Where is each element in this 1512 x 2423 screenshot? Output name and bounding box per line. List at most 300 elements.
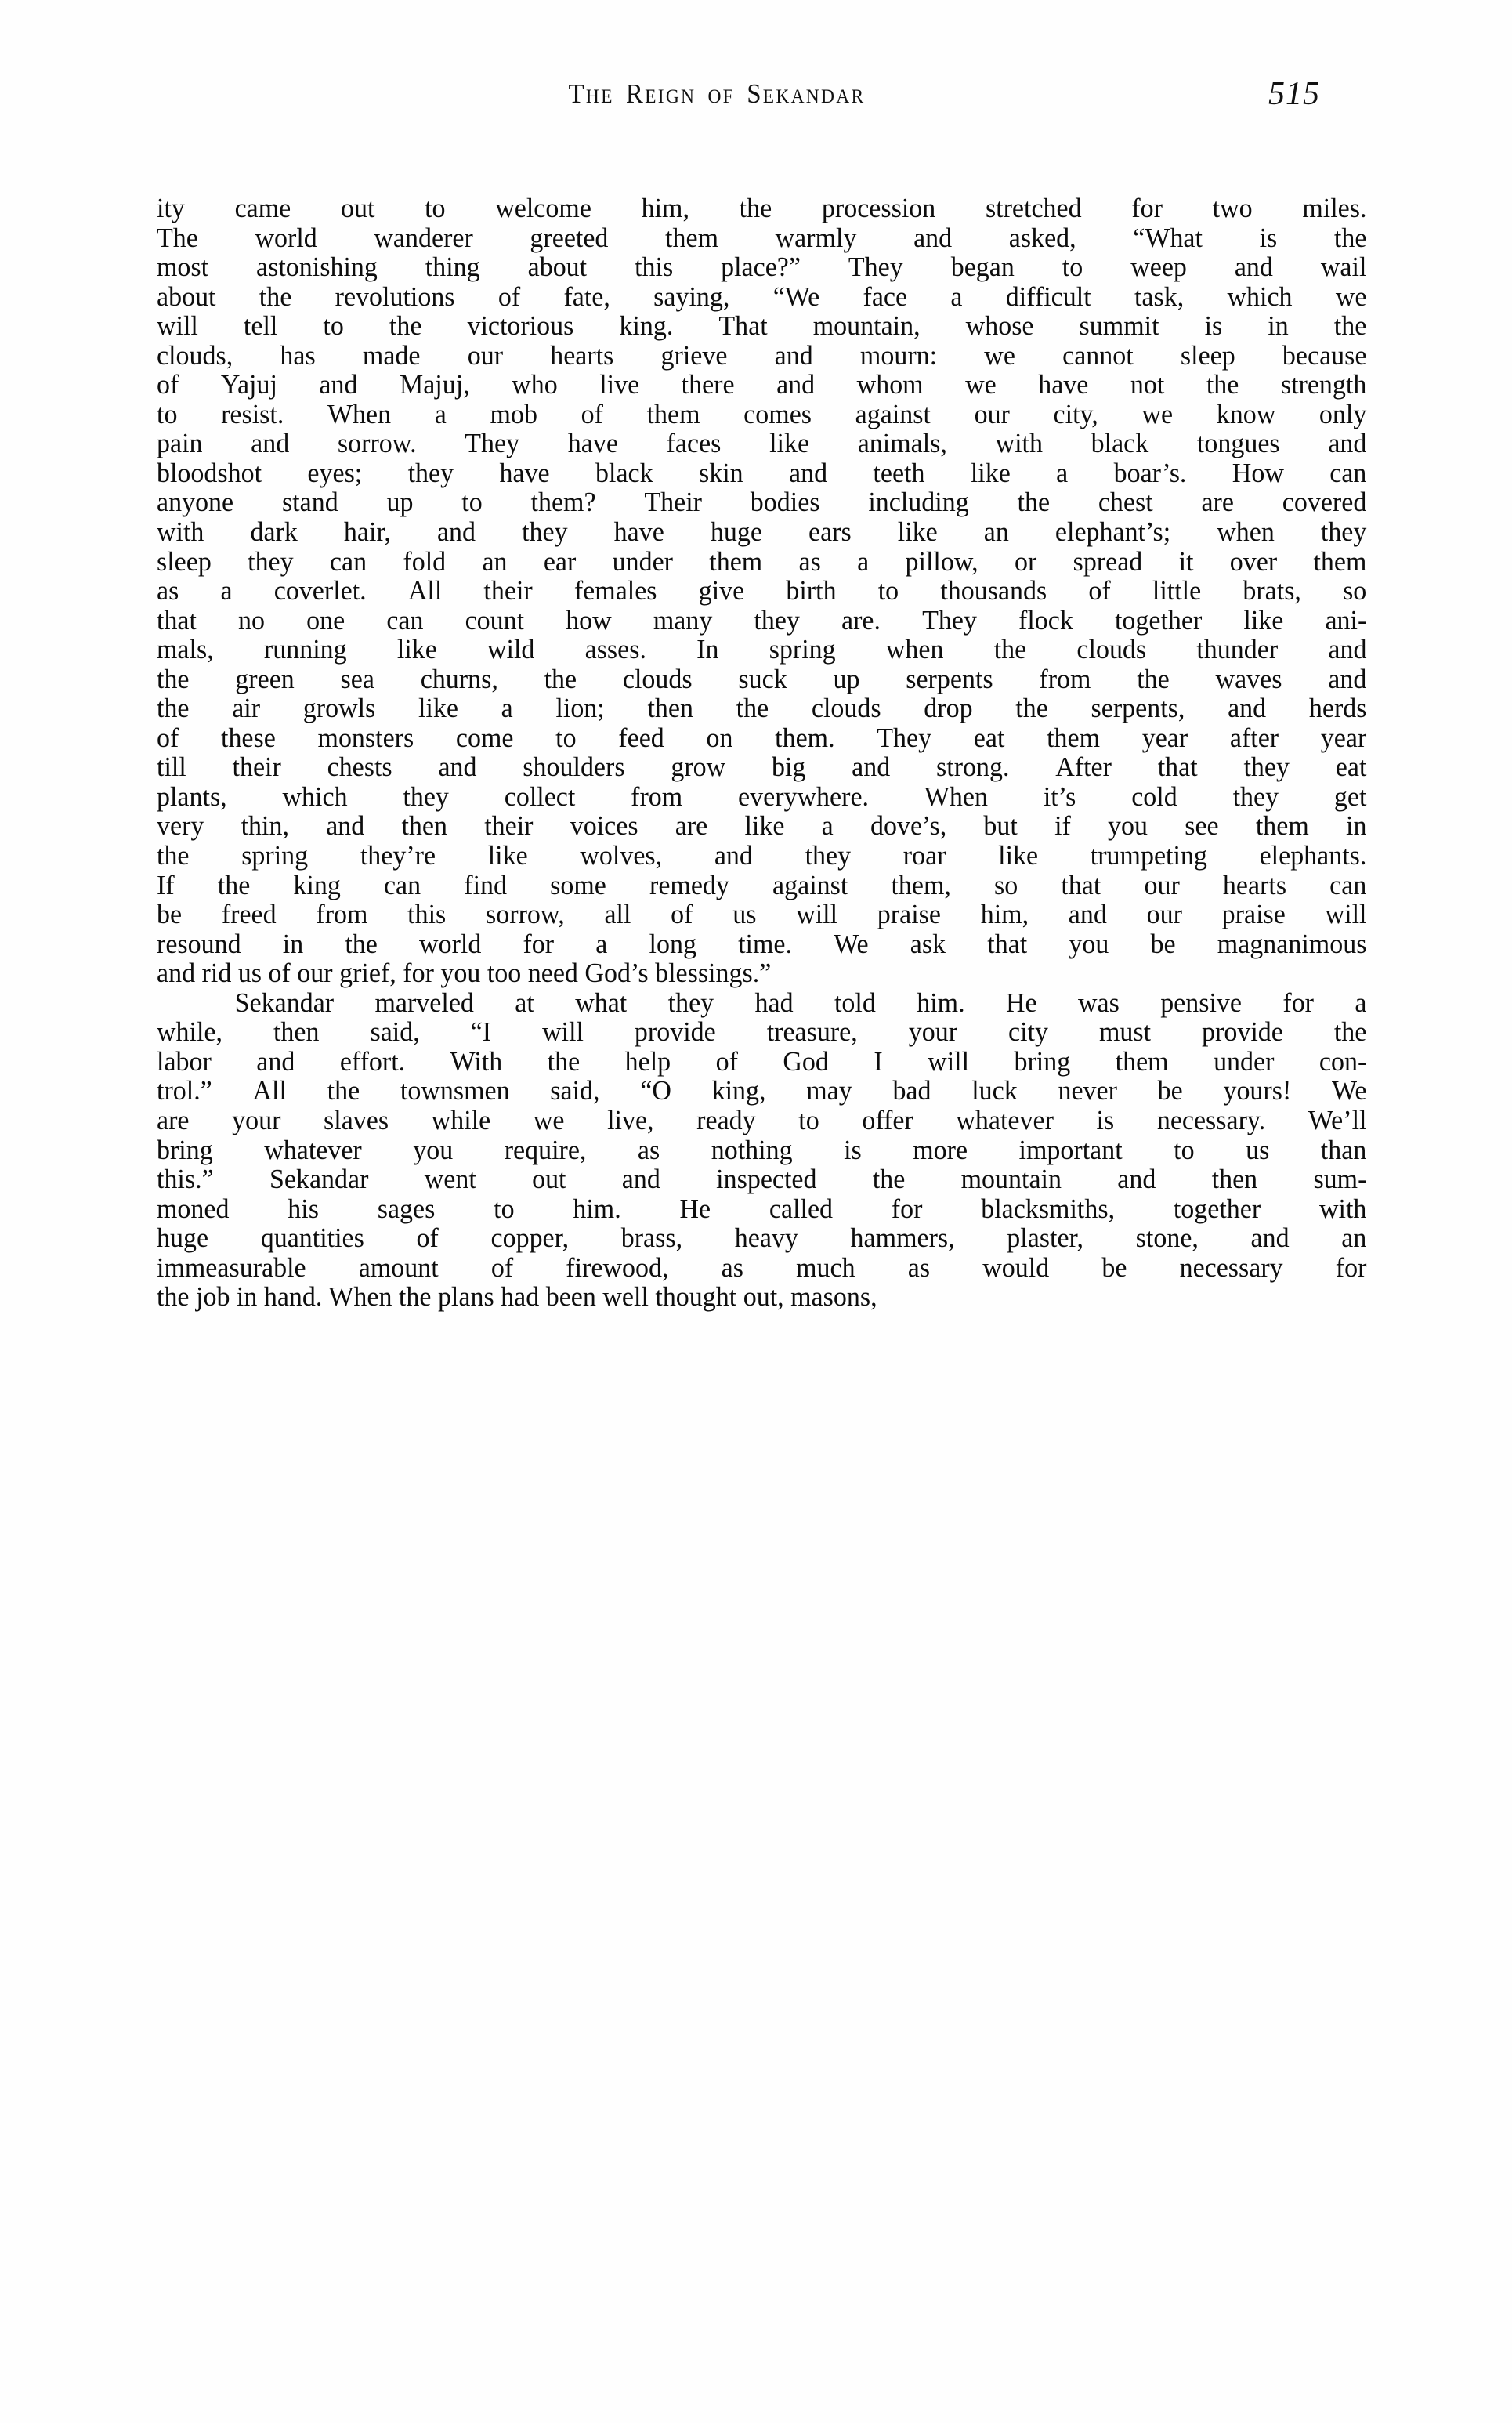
word: When — [327, 399, 392, 429]
word: the — [993, 635, 1027, 665]
word: an — [983, 517, 1009, 548]
word: air — [232, 694, 261, 724]
text-line-content — [157, 577, 1366, 607]
word: they — [1232, 781, 1279, 812]
word: eyes; — [307, 458, 363, 488]
word: freed — [221, 900, 277, 930]
word: are — [157, 1105, 190, 1135]
word: running — [263, 635, 347, 665]
word: strength — [1280, 370, 1367, 400]
word: that — [1061, 870, 1101, 900]
word: can — [1329, 458, 1367, 488]
word: spring — [241, 841, 309, 871]
word: can — [386, 605, 424, 636]
word: ready — [696, 1105, 756, 1135]
word: and — [1068, 900, 1107, 930]
word: cold — [1131, 781, 1177, 812]
word: dark — [250, 517, 298, 548]
word: of — [157, 370, 179, 400]
word: inspected — [716, 1164, 817, 1195]
word: had — [754, 987, 794, 1018]
text-line — [157, 1106, 1366, 1136]
word: little — [1152, 576, 1202, 607]
word: a — [434, 399, 447, 429]
text-line-content — [157, 1018, 1366, 1048]
word: because — [1282, 340, 1367, 371]
word: will — [928, 1046, 970, 1077]
word: their — [483, 576, 533, 607]
word: if — [1054, 811, 1071, 842]
word: mourn: — [859, 340, 938, 371]
word: coverlet. — [273, 576, 367, 607]
word: against — [855, 399, 931, 429]
word: year — [1141, 723, 1188, 753]
word: was — [1077, 987, 1120, 1018]
text-line — [157, 665, 1366, 695]
word: their — [484, 811, 534, 842]
word: but — [983, 811, 1018, 842]
word: have — [499, 458, 550, 488]
word: an — [1341, 1223, 1367, 1254]
word: con- — [1318, 1046, 1367, 1077]
word: help — [624, 1046, 671, 1077]
word: our — [1144, 870, 1180, 900]
word: tongues — [1196, 429, 1280, 459]
word: chest — [1098, 487, 1153, 518]
word: of — [671, 900, 693, 930]
word: together — [1114, 605, 1203, 636]
word: dove’s, — [870, 811, 947, 842]
text-line-content — [157, 753, 1366, 783]
text-line — [157, 371, 1366, 400]
word: He — [679, 1193, 711, 1224]
word: immeasurable — [157, 1252, 306, 1283]
word: ear — [543, 546, 577, 577]
text-line-content — [157, 1254, 1366, 1284]
word: warmly — [775, 223, 857, 253]
word: and — [913, 223, 953, 253]
word: wail — [1320, 252, 1367, 283]
word: to — [877, 576, 899, 607]
word: the — [547, 1046, 581, 1077]
word: offer — [862, 1105, 913, 1135]
word: you — [413, 1135, 454, 1165]
word: eat — [973, 723, 1005, 753]
word: they — [805, 841, 852, 871]
word: eat — [1335, 752, 1367, 783]
word: give — [698, 576, 745, 607]
text-line — [157, 342, 1366, 371]
word: one — [306, 605, 345, 636]
word: magnanimous — [1217, 929, 1367, 959]
word: like — [769, 429, 810, 459]
word: in — [282, 929, 304, 959]
word: welcome — [495, 194, 591, 223]
word: in — [1268, 311, 1289, 342]
word: like — [970, 458, 1011, 488]
text-line-content — [157, 518, 1366, 548]
word: resist. — [221, 399, 284, 429]
word: All — [252, 1076, 287, 1106]
word: mountain, — [812, 311, 921, 342]
word: we — [1335, 281, 1367, 312]
word: animals, — [857, 429, 947, 459]
word: everywhere. — [738, 781, 870, 812]
text-line — [157, 812, 1366, 842]
word: tell — [243, 311, 278, 342]
word: the — [1017, 487, 1051, 518]
text-line — [157, 842, 1366, 871]
text-line-content — [157, 842, 1366, 871]
word: find — [464, 870, 508, 900]
word: grieve — [660, 340, 728, 371]
word: collect — [504, 781, 576, 812]
text-line — [157, 1165, 1366, 1195]
word: live, — [607, 1105, 654, 1135]
text-line — [157, 548, 1366, 578]
word: they — [522, 517, 568, 548]
word: our — [974, 399, 1010, 429]
word: clouds — [811, 694, 881, 724]
word: together — [1173, 1193, 1261, 1224]
word: this — [407, 900, 447, 930]
text-line-content — [157, 283, 1366, 313]
word: face — [863, 281, 908, 312]
word: pillow, — [905, 546, 978, 577]
word: them — [1255, 811, 1309, 842]
word: mob — [490, 399, 537, 429]
word: grow — [671, 752, 726, 783]
word: count — [465, 605, 525, 636]
text-line — [157, 1018, 1366, 1048]
text-line-content — [157, 1224, 1366, 1254]
word: to — [798, 1105, 819, 1135]
word: can — [1329, 870, 1367, 900]
word: Majuj, — [399, 370, 470, 400]
text-line-content — [157, 371, 1366, 400]
word: them? — [530, 487, 596, 518]
word: most — [157, 252, 209, 283]
word: yours! — [1223, 1076, 1292, 1106]
word: growls — [302, 694, 376, 724]
word: to — [494, 1193, 515, 1224]
word: astonishing — [256, 252, 378, 283]
text-line — [157, 607, 1366, 636]
word: fate, — [563, 281, 610, 312]
word: to — [425, 194, 446, 223]
word: clouds — [622, 664, 693, 694]
word: them — [709, 546, 763, 577]
word: how — [566, 605, 612, 636]
word: “O — [640, 1076, 671, 1106]
word: we — [984, 340, 1015, 371]
word: effort. — [339, 1046, 406, 1077]
word: the — [544, 664, 577, 694]
word: sea — [340, 664, 374, 694]
word: of — [490, 1252, 514, 1283]
word: firewood, — [566, 1252, 669, 1283]
word: females — [573, 576, 657, 607]
word: and — [1234, 252, 1273, 283]
word: are. — [841, 605, 881, 636]
word: them — [1313, 546, 1367, 577]
word: as — [157, 576, 179, 607]
word: and — [436, 517, 476, 548]
word: for — [1335, 1252, 1367, 1283]
word: All — [407, 576, 443, 607]
word: the — [217, 870, 251, 900]
text-line-content — [157, 312, 1366, 342]
word: is — [1096, 1105, 1115, 1135]
word: that — [987, 929, 1028, 959]
word: with — [995, 429, 1043, 459]
word: “We — [772, 281, 820, 312]
text-line-content — [157, 812, 1366, 842]
text-line — [157, 1195, 1366, 1225]
word: stand — [281, 487, 338, 518]
word: they — [754, 605, 800, 636]
word: them — [665, 223, 719, 253]
word: told — [834, 987, 876, 1018]
word: plaster, — [1007, 1223, 1084, 1254]
word: so — [994, 870, 1018, 900]
text-line — [157, 636, 1366, 665]
text-line — [157, 930, 1366, 960]
word: and — [319, 370, 358, 400]
word: bring — [157, 1135, 213, 1165]
word: sorrow. — [337, 429, 417, 459]
word: mals, — [157, 635, 214, 665]
text-line — [157, 1077, 1366, 1106]
word: “What — [1133, 223, 1203, 253]
word: at — [515, 987, 534, 1018]
word: went — [424, 1164, 476, 1195]
word: the — [736, 694, 769, 724]
text-line — [157, 871, 1366, 901]
word: then — [1211, 1164, 1258, 1195]
text-line — [157, 1136, 1366, 1166]
word: lion; — [555, 694, 605, 724]
word: stone, — [1135, 1223, 1199, 1254]
word: How — [1232, 458, 1284, 488]
word: of — [157, 723, 179, 753]
word: king, — [711, 1076, 766, 1106]
word: king — [293, 870, 341, 900]
word: be — [1157, 1076, 1183, 1106]
word: under — [1214, 1046, 1275, 1077]
word: the — [157, 694, 190, 724]
word: out — [340, 194, 375, 223]
word: or — [1014, 546, 1037, 577]
word: weep — [1130, 252, 1187, 283]
word: amount — [358, 1252, 439, 1283]
text-line — [157, 577, 1366, 607]
word: a — [220, 576, 233, 607]
text-line-content — [157, 636, 1366, 665]
word: against — [772, 870, 848, 900]
text-line — [157, 989, 1366, 1019]
word: wanderer — [374, 223, 473, 253]
word: and — [788, 458, 828, 488]
word: this.” — [157, 1164, 214, 1195]
word: birth — [786, 576, 837, 607]
word: huge — [710, 517, 762, 548]
word: up — [833, 664, 860, 694]
word: live — [599, 370, 640, 400]
word: and — [852, 752, 891, 783]
text-line — [157, 400, 1366, 430]
word: saying, — [653, 281, 730, 312]
word: only — [1318, 399, 1367, 429]
text-line-content — [157, 548, 1366, 578]
text-line-content — [157, 488, 1366, 518]
word: they — [403, 781, 449, 812]
word: ity — [157, 194, 185, 223]
word: and — [714, 841, 753, 871]
word: them, — [891, 870, 951, 900]
word: them — [1047, 723, 1101, 753]
word: slaves — [324, 1105, 389, 1135]
word: elephant’s; — [1054, 517, 1171, 548]
word: After — [1055, 752, 1112, 783]
word: cannot — [1062, 340, 1134, 371]
word: fold — [403, 546, 447, 577]
word: see — [1185, 811, 1219, 842]
word: thousands — [940, 576, 1047, 607]
word: began — [950, 252, 1015, 283]
text-line — [157, 429, 1366, 459]
word: Sekandar — [234, 987, 335, 1018]
word: a — [1056, 458, 1069, 488]
word: for — [1131, 194, 1163, 223]
word: about — [157, 281, 216, 312]
word: covered — [1282, 487, 1367, 518]
word: a — [857, 546, 870, 577]
word: long — [649, 929, 696, 959]
text-line — [157, 1254, 1366, 1284]
word: up — [386, 487, 414, 518]
word: We’ll — [1308, 1105, 1367, 1135]
word: which — [282, 781, 348, 812]
word: marveled — [374, 987, 474, 1018]
word: not — [1130, 370, 1165, 400]
word: very — [157, 811, 204, 842]
word: the — [1015, 694, 1048, 724]
word: The — [157, 223, 198, 253]
word: many — [653, 605, 713, 636]
word: whatever — [264, 1135, 362, 1165]
word: to — [461, 487, 483, 518]
word: they — [1320, 517, 1367, 548]
word: When — [924, 781, 989, 812]
word: no — [238, 605, 266, 636]
word: we — [965, 370, 997, 400]
word: you — [1069, 929, 1109, 959]
word: said, — [370, 1017, 420, 1048]
word: treasure, — [766, 1017, 858, 1048]
word: pensive — [1160, 987, 1243, 1018]
word: and — [776, 370, 816, 400]
word: city, — [1053, 399, 1098, 429]
word: quantities — [260, 1223, 364, 1254]
word: the — [157, 664, 190, 694]
word: more — [913, 1135, 968, 1165]
word: to — [157, 399, 178, 429]
word: they — [667, 987, 714, 1018]
word: like — [897, 517, 938, 548]
word: with — [157, 517, 204, 548]
word: spread — [1073, 546, 1143, 577]
word: world — [419, 929, 482, 959]
word: ani- — [1325, 605, 1367, 636]
word: as — [907, 1252, 931, 1283]
word: came — [234, 194, 291, 223]
word: a — [950, 281, 963, 312]
text-line-content — [157, 724, 1366, 754]
text-line-content — [157, 224, 1366, 254]
word: you — [1108, 811, 1148, 842]
word: black — [595, 458, 653, 488]
word: be — [1101, 1252, 1127, 1283]
word: have — [1038, 370, 1089, 400]
word: labor — [157, 1046, 212, 1077]
word: world — [255, 223, 317, 253]
word: they — [248, 546, 294, 577]
word: all — [604, 900, 631, 930]
word: whom — [856, 370, 924, 400]
text-line — [157, 459, 1366, 489]
word: bodies — [750, 487, 820, 518]
word: brats, — [1243, 576, 1301, 607]
word: for — [891, 1193, 923, 1224]
word: the — [157, 841, 190, 871]
word: year — [1320, 723, 1367, 753]
word: whatever — [956, 1105, 1054, 1135]
text-line — [157, 488, 1366, 518]
word: of — [715, 1046, 738, 1077]
word: black — [1091, 429, 1149, 459]
word: them. — [775, 723, 835, 753]
word: to — [1062, 252, 1083, 283]
word: be — [157, 900, 183, 930]
word: and — [438, 752, 477, 783]
text-line-content — [157, 194, 1366, 224]
word: like — [998, 841, 1039, 871]
word: victorious — [467, 311, 574, 342]
word: has — [280, 340, 316, 371]
word: king. — [619, 311, 674, 342]
word: ears — [808, 517, 852, 548]
word: a — [821, 811, 834, 842]
word: as — [721, 1252, 743, 1283]
text-line — [157, 312, 1366, 342]
word: on — [706, 723, 733, 753]
word: an — [482, 546, 508, 577]
word: feed — [618, 723, 664, 753]
word: this — [635, 252, 674, 283]
page-number: 515 — [1268, 76, 1320, 112]
word: bad — [892, 1076, 931, 1106]
word: a — [595, 929, 608, 959]
word: serpents — [906, 664, 993, 694]
word: it — [1178, 546, 1194, 577]
word: like — [744, 811, 785, 842]
word: praise — [1221, 900, 1286, 930]
text-line — [157, 959, 1366, 989]
word: and — [774, 340, 813, 371]
word: anyone — [157, 487, 234, 518]
word: I — [874, 1046, 883, 1077]
